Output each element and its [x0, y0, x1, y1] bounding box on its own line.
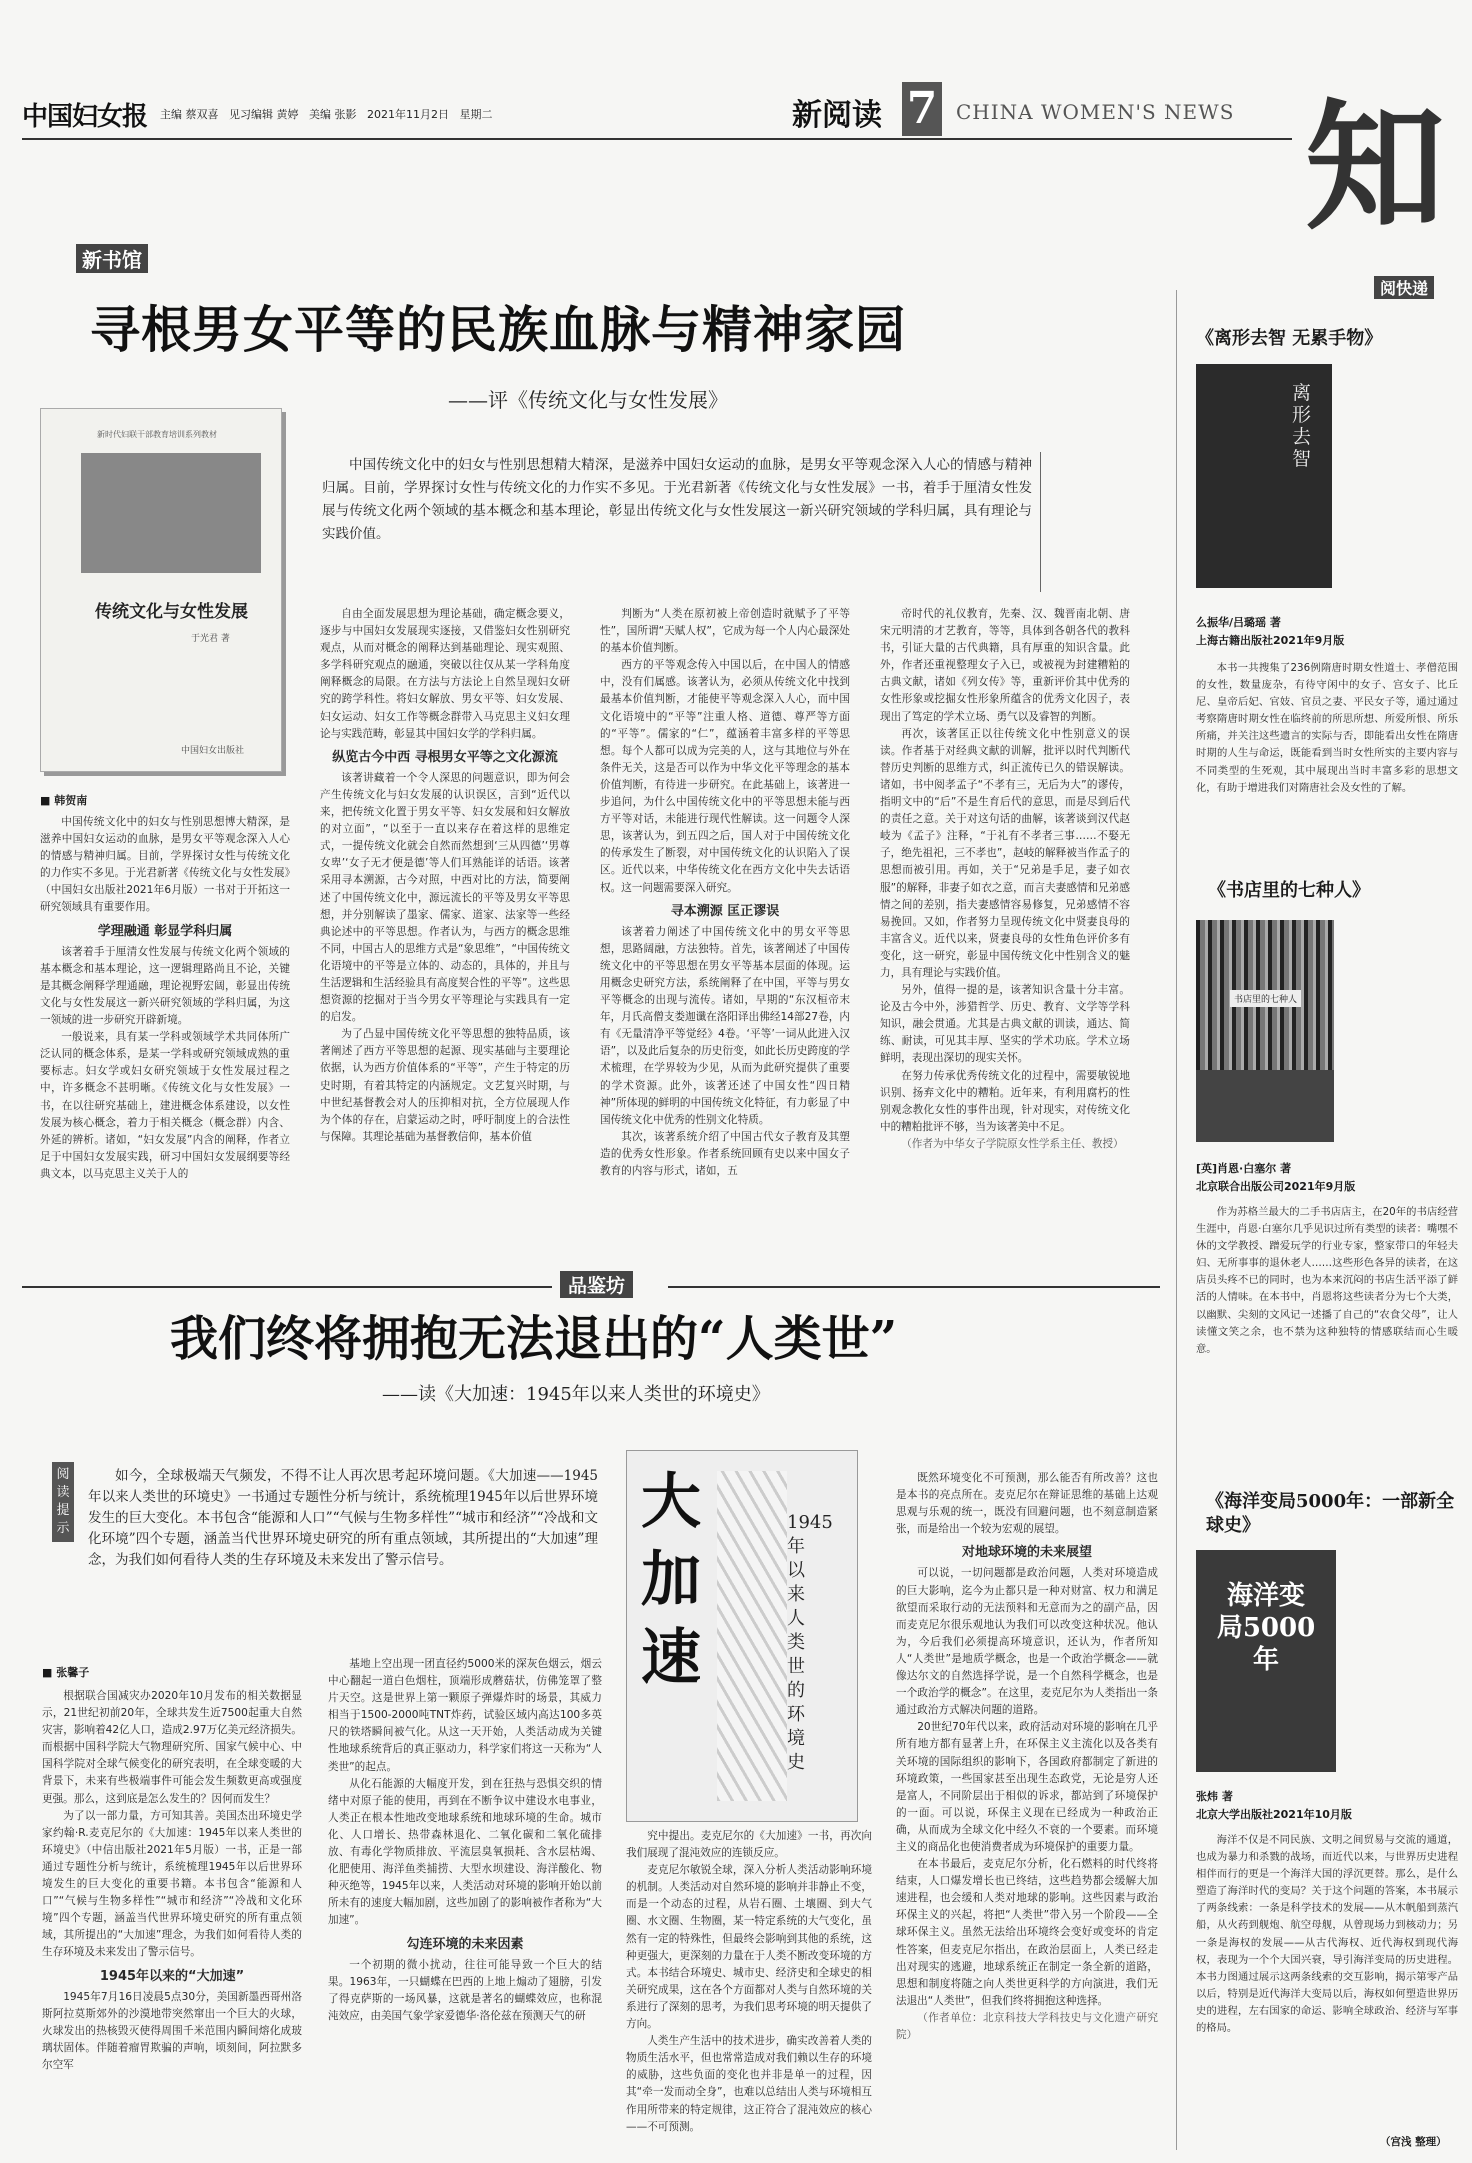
para: 帝时代的礼仪教育，先秦、汉、魏晋南北朝、唐宋元明清的才艺教育，等等，具体到各朝各代的教科书，引证大量的古代典籍，具有厚重的知识含量。此外，作者还重视整理女子入已，或被视为封建糟粕的古典文献，诸如《列女传》等，重新评价其中优秀的女性形象或挖掘女性形象所蕴含的优秀文化因子，表现出了笃定的学术立场、勇气以及睿智的判断。	[880, 608, 1130, 723]
para: 另外，值得一提的是，该著知识含量十分丰富。论及古今中外，涉猎哲学、历史、教育、文学等学科知识，融会贯通。尤其是古典文献的训读，通达、简练、耐读，可见其丰厚、坚实的学术功底。学术立场鲜明，表现出深切的现实关怀。	[880, 984, 1130, 1065]
issue-weekday: 星期二	[459, 108, 493, 121]
article1-subtitle: ——评《传统文化与女性发展》	[448, 388, 728, 412]
english-title: CHINA WOMEN'S NEWS	[956, 100, 1235, 124]
quickread-title-1: 《书店里的七种人》	[1208, 880, 1370, 901]
article1-author: ■ 韩贺南	[40, 794, 88, 807]
section-divider-left	[22, 1286, 552, 1288]
sidebar-label: 阅快递	[1374, 276, 1434, 299]
para: 为了以一部力量，方可知其善。美国杰出环境史学家约翰·R.麦克尼尔的《大加速：1945年以来人类世的环境史》（中信出版社2021年5月版）一书，正是一部通过专题性分析与统计，系统梳理1945年以后世界环境发生的巨大变化的重要书籍。本书包含“能源和人口”“气候与生物多样性”“城市和经济”“冷战和文化环境”四个专题，涵盖当代世界环境史研究的所有重点领域，其所提出的“大加速”理念，为我们如何看待人类的生存环境及未来发出了警示信号。	[42, 1809, 302, 1959]
quickread-cover-0	[1196, 364, 1332, 588]
section-divider-right	[668, 1286, 1160, 1288]
section-big-char: 知	[1304, 86, 1445, 250]
para: 根据联合国减灾办2020年10月发布的相关数据显示，21世纪初前20年，全球共发生近7500起重大自然灾害，影响着42亿人口，造成2.97万亿美元经济损失。而根据中国科学院大气物理研究所、国家气候中心、中国科学院对全球气候变化的研究表明，在全球变暖的大背景下，未来有些极端事件可能会发生频数更高或强度更强。那么，这到底是怎么发生的？因何而发生？	[42, 1690, 302, 1805]
cover-subtitle: 1945年以来人类世的环境史	[787, 1512, 833, 1773]
para: 究中提出。麦克尼尔的《大加速》一书，再次向我们展现了混沌效应的连锁反应。	[626, 1830, 872, 1860]
para: 1945年7月16日凌晨5点30分，美国新墨西哥州洛斯阿拉莫斯郊外的沙漠地带突然窜出一个巨大的火球，火球发出的热核毁灭使得周围千米范围内瞬间熔化成玻璃状固体。伴随着瘤胃欺骗的声响，顷刻间，阿拉默多尔空军	[42, 1990, 302, 2071]
para: 判断为“人类在原初被上帝创造时就赋予了平等性”，国所谓“天赋人权”，它成为每一个人内心最深处的基本价值判断。	[600, 608, 850, 655]
quickread-cover-2	[1196, 1550, 1336, 1772]
cover-title-1: 书店里的七种人	[1230, 990, 1301, 1007]
quickread-title-2: 《海洋变局5000年：一部新全球史》	[1206, 1491, 1455, 1536]
reading-tip-label: 阅读提示	[52, 1462, 74, 1542]
quickread-editor: （宫浅 整理）	[1380, 2136, 1447, 2148]
subheading: 1945年以来的“大加速”	[99, 1968, 245, 1984]
article2-col1	[42, 1688, 302, 2148]
lead-border	[1040, 452, 1041, 592]
section-name: 新阅读	[792, 98, 882, 133]
para: 西方的平等观念传入中国以后，在中国人的情感中，没有们属感。该著认为，必须从传统文化中找到最基本价值判断，才能使平等观念深入人心，而中国文化语境中的“平等”注重人格、道德、尊严等方面的“平等”。儒家的“仁”，蕴涵着丰富多样的平等思想。每个人都可以成为完美的人，这与其地位与外在条件无关，这是否可以作为中华文化平等理念的基本价值判断，有待进一步研究。在此基础上，该著进一步追问，为什么中国传统文化中的平等思想未能与西方平等对话，未能进行现代性解读。这一问题令人深思，该著认为，到五四之后，国人对于中国传统文化的传承发生了断裂，对中国传统文化的认识陷入了误区。近代以来，中华传统文化在西方文化中失去话语权。这一问题需要深入研究。	[600, 659, 850, 894]
quickread-author-0: 么振华/吕璐瑶 著	[1196, 616, 1281, 629]
paper-logo: 中国妇女报	[22, 102, 148, 132]
para: 一般说来，具有某一学科或领域学术共同体所广泛认同的概念体系，是某一学科或研究领域成熟的重要标志。妇女学或妇女研究领域于女性发展过程之中，许多概念不甚明晰。《传统文化与女性发展》一书，在以往研究基础上，建进概念体系建设，以女性发展为核心概念，着力于相关概念（概念群）内含、外延的辨析。诸如，“妇女发展”内含的阐释，作者立足于中国妇女发展实践，研习中国妇女发展纲要等经典文本，以马克思主义关于人的	[40, 1031, 290, 1180]
para: 基地上空出现一团直径约5000米的深灰色烟云，烟云中心翻起一道白色烟柱，顶端形成蘑菇状，仿佛笼罩了整片天空。这是世界上第一颗原子弹爆炸时的场景，其威力相当于1500-2000吨TNT炸药，试验区域内高达100多英尺的铁塔瞬间被气化。从这一天开始，人类活动成为关键性地球系统背后的真正驱动力，科学家们将这一天称为“人类世”的起点。	[328, 1658, 602, 1773]
cover-publisher: 中国妇女出版社	[181, 746, 245, 756]
para: 一个初期的微小扰动，往往可能导致一个巨大的结果。1963年，一只蝴蝶在巴西的上地上煽动了翅膀，引发了得克萨斯的一场风暴，这就是著名的蝴蝶效应，也称混沌效应，由美国气象学家爱德华·洛伦兹在预测天气的研	[328, 1958, 602, 2022]
intern-editor: 见习编辑 黄婷	[229, 108, 299, 121]
subheading: 寻本溯源 匡正谬误	[670, 903, 780, 919]
para: 中国传统文化中的妇女与性别思想博大精深，是滋养中国妇女运动的血脉，是男女平等观念深入人心的情感与精神归属。目前，学界探讨女性与传统文化的力作实不多见。于光君新著《传统文化与女性发展》（中国妇女出版社2021年6月版）一书对于开拓这一研究领域具有重要作用。	[40, 816, 290, 914]
quickread-pub-2: 北京大学出版社2021年10月版	[1196, 1808, 1352, 1821]
page-number: 7	[902, 82, 942, 136]
book-cover-chuantong	[40, 408, 282, 772]
book-cover-dajiasu	[626, 1450, 858, 1822]
masthead	[22, 84, 1282, 136]
cover-crackle-art	[717, 1471, 787, 1801]
para: 自由全面发展思想为理论基础，确定概念要义，逐步与中国妇女发展现实逐接，又借鉴妇女性别研究观点，从而对概念的阐释达到基础理论、现实观照、多学科研究观点的融通，突破以往仅从某一学科角度阐释概念的局限。在方法与方法论上自然呈现妇女研究的跨学科性。将妇女解放、男女平等、妇女发展、妇女运动、妇女工作等概念群带入马克思主义妇女理论与实践范畴，彰显其中国妇女学的学科归属。	[320, 608, 570, 740]
cover-series: 新时代妇联干部教育培训系列教材	[97, 430, 217, 439]
para: 麦克尼尔敏锐全球，深入分析人类活动影响环境的机制。人类活动对自然环境的影响并非静止不变，而是一个动态的过程，从岩石圈、土壤圈、到大气圈、水文圈、生物圈，某一特定系统的大气变化，虽然有一定的特殊性，但最终会影响到其他的系统，这种更强大，更深刻的力量在于人类不断改变环境的方式。本书结合环境史、城市史、经济史和全球史的相关研究成果，这在各个方面都对人类与自然环境的关系进行了深刻的思考，为我们思考环境的明天提供了方向。	[626, 1864, 872, 2031]
quickread-desc-1: 作为苏格兰最大的二手书店店主，在20年的书店经营生涯中，肖恩·白塞尔几乎见识过所有类型的读者：嘴嘿不休的文学教授、蹭爱玩学的行业专家，整家带口的年轻夫妇、无所事事的退休老人……这些形色各异的读者，在这店员头疼不已的同时，也为本来沉闷的书店生活平添了鲜活的人情味。在本书中，肖恩将这些读者分为七个大类，以幽默、尖刻的文风记一述播了自己的“农食父母”，让人读懂文笑之余，也不禁为这种独特的情感联结而心生暖意。	[1196, 1206, 1458, 1355]
para: 在努力传承优秀传统文化的过程中，需要敏锐地识别、扬弃文化中的糟粕。近年来，有利用腐朽的性别观念教化女性的事件出现，针对现实，对传统文化中的糟粕批评不够，当为该著美中不足。	[880, 1069, 1130, 1133]
subheading: 纵览古今中西 寻根男女平等之文化源流	[332, 749, 558, 765]
quickread-pub-1: 北京联合出版公司2021年9月版	[1196, 1180, 1356, 1193]
para: 再次，该著匡正以往传统文化中性别意义的误读。作者基于对经典文献的训解，批评以时代判断代替历史判断的思维方式，纠正流传已久的错误解读。诸如，书中阅孝孟子“不孝有三，无后为大”的谬传，指明文中的“后”不是生育后代的意思，而是尽到后代的责任之意。关于对这句话的曲解，该著谈到汉代赵岐为《孟子》注释，“于礼有不孝者三事……不娶无子，绝先祖祀，三不孝也”，赵岐的解释被当作孟子的思想而被引用。再如，关于“兄弟是手足，妻子如衣服”的解释，非妻子如衣之意，而言夫妻感情和兄弟感情之间的差别，指夫妻感情容易修复，兄弟感情不容易挽回。又如，作者努力呈现传统文化中贤妻良母的丰富含义。近代以来，贤妻良母的女性角色评价多有变化，这一研究，彰显中国传统文化中性别含义的魅力，具有理论与实践价值。	[880, 727, 1130, 979]
article2-author: ■ 张馨子	[42, 1666, 90, 1679]
quickread-author-2: 张炜 著	[1196, 1790, 1233, 1803]
subheading: 对地球环境的未来展望	[961, 1545, 1092, 1561]
quickread-author-1: [英]肖恩·白塞尔 著	[1196, 1162, 1292, 1175]
cover-title-0: 离形去智	[1292, 382, 1312, 470]
reading-tip: 如今，全球极端天气频发，不得不让人再次思考起环境问题。《大加速——1945年以来人类世的环境史》一书通过专题性分析与统计，系统梳理1945年以后世界环境发生的巨大变化。本书包含“能源和人口”“气候与生物多样性”“城市和经济”“冷战和文化环境”四个专题，涵盖当代世界环境史研究的所有重点领域，其所提出的“大加速”理念，为我们如何看待人类的生存环境及未来发出了警示信号。	[88, 1468, 598, 1568]
sidebar-divider	[1176, 290, 1177, 2150]
article2-col3	[626, 1828, 872, 2148]
cover-author: 于光君 著	[191, 634, 230, 644]
cover-book-title: 传统文化与女性发展	[95, 602, 248, 622]
para: 可以说，一切问题都是政治问题，人类对环境造成的巨大影响，迄今为止都只是一种对财富、权力和满足欲望而采取行动的无法预料和无意而为之的副产品，因而麦克尼尔很乐观地认为我们可以改变这种状况。他认为，今后我们必须提高环境意识，还认为，作者所知人“人类世”是地质学概念，也是一个政治学概念——就像达尔文的自然选择学说，是一个自然科学概念，也是一个政治学的概念”。在这里，麦克尼尔为人类指出一条通过政治方式解决问题的道路。	[896, 1567, 1158, 1717]
para: 其次，该著系统介绍了中国古代女子教育及其塑造的优秀女性形象。作者系统回顾有史以来中国女子教育的内容与形式，诸如，五	[600, 1130, 850, 1177]
chief-editor: 主编 蔡双喜	[160, 108, 219, 121]
subheading: 勾连环境的未来因素	[406, 1936, 524, 1952]
quickread-desc-2: 海洋不仅是不同民族、文明之间贸易与交流的通道，也成为暴力和杀戮的战场，而近代以来，与世界历史进程相伴而行的更是一个海洋大国的浮沉更替。那么，是什么塑造了海洋时代的变局？关于这个问题的答案，本书展示了两条线索：一条是科学技术的发展——从木帆船到蒸汽船，从火药到舰炮、航空母舰，从曾现场力到核动力；另一条是海权的发展——从古代海权、近代海权到现代海权，表现为一个个大国兴衰，导引海洋变局的历史进程。本书力图通过展示这两条线索的交互影响，揭示第零产品以后，特别是近代海洋大变局以后，海权如何塑造世界历史的进程，左右国家的命运、影响全球政治、经济与军事的格局。	[1196, 1834, 1458, 2035]
para: 20世纪70年代以来，政府活动对环境的影响在几乎所有地方都有显著上升，在环保主义主流化以及各类有关环境的国际组织的影响下，各国政府都制定了新进的环境政策，一些国家甚至出现生态政党，无论是穷人还是富人，不同阶层出于相似的诉求，都站到了环境保护的一面。可以说，环保主义现在已经成为一种政治正确，从而成为全球文化中经久不衰的一个要素。而环境主义的商品化也使消费者成为环境保护的重要力量。	[896, 1721, 1158, 1853]
article1-lead: 中国传统文化中的妇女与性别思想精大精深，是滋养中国妇女运动的血脉，是男女平等观念深入人心的情感与精神归属。目前，学界探讨女性与传统文化的力作实不多见。于光君新著《传统文化与女性发展》一书，着手于厘清女性发展与传统文化两个领域的基本概念和基本理论，彰显出传统文化与女性发展这一新兴研究领域的学科归属，具有理论与实践价值。	[322, 457, 1032, 542]
article1-col4	[880, 606, 1130, 1490]
para: 在本书最后，麦克尼尔分析，化石燃料的时代终将结束，人口爆发增长也已终结，这些趋势都会缓解大加速进程，也会缓和人类对地球的影响。这些因素与政治环保主义的兴起，将把“人类世”带入另一个阶段——全球环保主义。虽然无法给出环境终会变好或变坏的肯定性答案，但麦克尼尔指出，在政治层面上，人类已经走出对现实的逃避，地球系统正在制定一条全新的道路，思想和制度将随之向人类世更科学的方向演进，我们无法退出“人类世”，但我们终将拥抱这种选择。	[896, 1858, 1158, 2007]
cover-big-title: 大加速	[641, 1467, 701, 1693]
article2-col4	[896, 1470, 1158, 2148]
para: 既然环境变化不可预测，那么能否有所改善？这也是本书的亮点所在。麦克尼尔在辩证思维的基础上达观思观与乐观的统一，既没有回避问题，也不刻意制造紧张，而是给出一个较为宏观的展望。	[896, 1472, 1158, 1536]
article2-title: 我们终将拥抱无法退出的“人类世”	[170, 1311, 898, 1367]
issue-date: 2021年11月2日	[367, 108, 449, 121]
quickread-desc-0: 本书一共搜集了236例隋唐时期女性道士、孝僧范围的女性，数量庞杂，有待守闲中的女子、宫女子、比丘尼、皇帝后妃、官妓、官员之妻、平民女子等，通过通过考察隋唐时期女性在临终前的所思所想、所爱所恨、所乐所痛，并关注这些遗言的实际与否，即能看出女性在隋唐时期的人生与命运，既能看到当时女性所实的主要内容与不同类型的生死观，其中展现出当时丰富多彩的思想文化，有助于增进我们对隋唐社会及女性的了解。	[1196, 662, 1458, 794]
para: 该著讲藏着一个令人深思的问题意识，即为何会产生传统文化与妇女发展的认识误区，言到“近代以来，把传统文化置于男女平等、妇女发展和妇女解放的对立面”，“以至于一直以来存在着这样的思维定式，一提传统文化就会自然而然想到‘三从四德’‘男尊女卑’‘女子无才便是德’等人们耳熟能详的话语。该著采用寻本溯源，古今对照，中西对比的方法，简要阐述了中国传统文化中，源远流长的平等及男女平等思想，并分别解读了墨家、儒家、道家、法家等一些经典论述中的平等思想。作者认为，与西方的概念思维不同，中国古人的思维方式是“象思维”，“中国传统文化语境中的平等是立体的、动态的，具体的，并且与生活逻辑和生活经验具有高度契合性的平等”。这些思想资源的挖掘对于当今男女平等理论与实践具有一定的启发。	[320, 771, 570, 1024]
masthead-rule	[22, 138, 1292, 140]
para: 为了凸显中国传统文化平等思想的独特品质，该著阐述了西方平等思想的起源、现实基础与主要理论依据，认为西方价值体系的“平等”，产生于特定的历史时期，有着其特定的内涵规定。文艺复兴时期，与中世纪基督教会对人的压抑相对抗，全方位展现人作为个体的存在，启蒙运动之时，呼吁制度上的合法性与保障。其理论基础为基督教信仰，基本价值	[320, 1028, 570, 1143]
designer: 美编 张影	[309, 108, 357, 121]
masthead-credits	[160, 106, 493, 122]
author-note: （作者为中华女子学院原女性学系主任、教授）	[901, 1137, 1124, 1150]
para: 该著着手于厘清女性发展与传统文化两个领域的基本概念和基本理论，这一逻辑理路尚且不论，关键是其概念阐释学理通融，理论视野宏阔，彰显出传统文化与女性发展这一新兴研究领域的学科归属，为这一领域的进一步研究开辟新境。	[40, 945, 290, 1027]
quickread-cover-1	[1196, 920, 1334, 1142]
author-note: （作者单位：北京科技大学科技史与文化遗产研究院）	[896, 2011, 1158, 2041]
cover-photo	[81, 453, 261, 573]
article1-col1	[40, 814, 290, 1490]
cover-title-2: 海洋变局5000年	[1216, 1581, 1316, 1675]
subheading: 学理融通 彰显学科归属	[97, 923, 233, 939]
column-tag-pinjianfang: 品鉴坊	[560, 1271, 633, 1298]
article2-col2	[328, 1656, 602, 2148]
quickread-pub-0: 上海古籍出版社2021年9月版	[1196, 634, 1345, 647]
quickread-title-0: 《离形去智 无累手物》	[1196, 328, 1383, 349]
para: 该著着力阐述了中国传统文化中的男女平等思想，思路阔融，方法独特。首先，该著阐述了中国传统文化中的平等思想在男女平等基本层面的体现。运用概念史研究方法，系统阐释了在中国，平等与男女平等概念的出现与流传。诸如，早期的“东汉桓帝末年，月氏高僧支娄迦谶在洛阳译出佛经14部27卷，内有《无量清净平等觉经》4卷。‘平等’一词从此进入汉语”，以及此后复杂的历史衍变，如此长历史跨度的学术梳理，在学界较为少见，从而为此研究提供了重要的学术资源。此外，该著还述了中国女性“四日精神”所体现的鲜明的中国传统文化特征，有力彰显了中国传统文化中优秀的性别文化特质。	[600, 925, 850, 1126]
article1-title: 寻根男女平等的民族血脉与精神家园	[90, 300, 906, 359]
para: 从化石能源的大幅度开发，到在狂热与恐惧交织的情绪中对原子能的使用，再到在不断争议中建设水电事业，人类正在根本性地改变地球系统和地球环境的生命。城市化、人口增长、热带森林退化、二氧化碳和二氧化硫排放、有毒化学物质排放、平流层臭氧损耗、含水层枯竭、化肥使用、海洋鱼类捕捞、大型水坝建设、海洋酸化、物种灭绝等，1945年以来，人类活动对环境的影响开始以前所未有的速度大幅加剧，这些加剧了的影响被作者称为“大加速”。	[328, 1777, 602, 1927]
column-tag-xinshuguan: 新书馆	[76, 244, 148, 273]
para: 人类生产生活中的技术进步，确实改善着人类的物质生活水平，但也常常造成对我们赖以生存的环境的威胁，这些负面的变化也并非是单一的过程，因其“牵一发而动全身”，也难以总结出人类与环境相互作用所带来的特定规律，这正符合了混沌效应的核心——不可预测。	[626, 2035, 872, 2133]
article2-subtitle: ——读《大加速：1945年以来人类世的环境史》	[382, 1384, 770, 1405]
